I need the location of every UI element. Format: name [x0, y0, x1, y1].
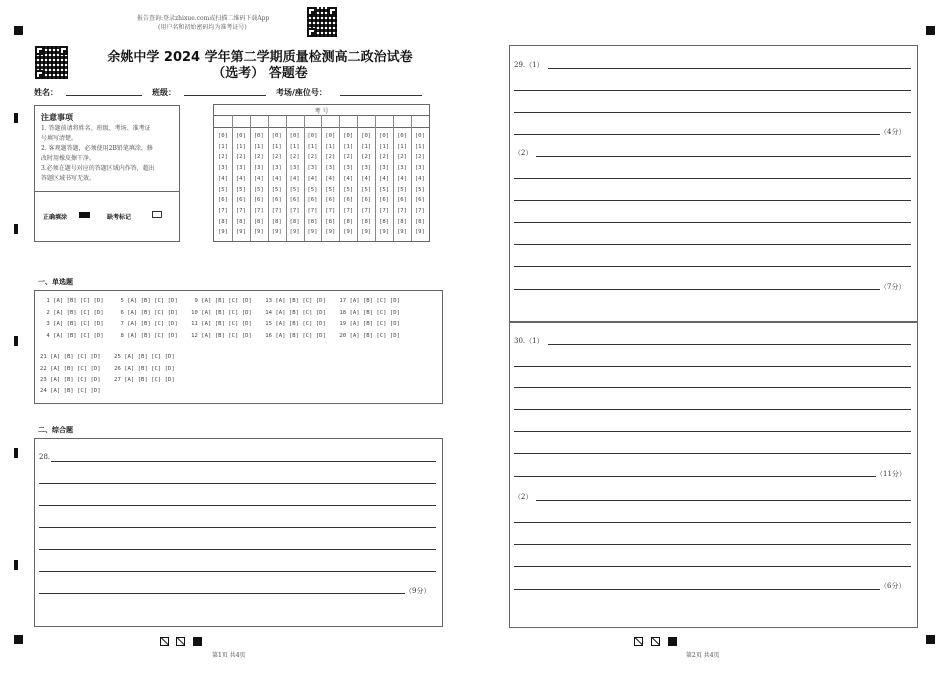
exam-digit-bubble[interactable]: [9] [235, 229, 246, 236]
answer-line [514, 544, 911, 545]
exam-digit-bubble[interactable]: [6] [361, 197, 372, 204]
exam-digit-bubble[interactable]: [8] [217, 218, 228, 225]
q28-answer-area[interactable] [34, 438, 443, 627]
multiple-choice-area [34, 290, 443, 404]
exam-digit-bubble[interactable]: [2] [235, 154, 246, 161]
qr-code-icon [34, 45, 69, 80]
exam-digit-bubble[interactable]: [2] [253, 154, 264, 161]
exam-subtitle: （选考） 答题卷 [212, 66, 308, 81]
page-number-1: 第1页 共4页 [212, 652, 246, 659]
exam-number-column[interactable] [339, 131, 357, 238]
notice-divider [35, 191, 179, 192]
exam-digit-bubble[interactable]: [2] [217, 154, 228, 161]
mc-row[interactable]: 1 [A] [B] [C] [D] 5 [A] [B] [C] [D] 9 [A] [B] [C] [D] 13 [A] [B] [C] [D] 17 [A] [B] [C] [D] [43, 298, 400, 304]
name-field[interactable] [66, 95, 142, 96]
answer-line [514, 431, 911, 432]
exam-digit-bubble[interactable]: [3] [361, 165, 372, 172]
exam-digit-bubble[interactable]: [9] [253, 229, 264, 236]
report-query-text: 报告查询:登录zhixue.com或扫描二维码下载App [137, 15, 270, 22]
exam-digit-bubble[interactable]: [7] [414, 207, 425, 214]
exam-digit-bubble[interactable]: [3] [217, 165, 228, 172]
exam-digit-bubble[interactable]: [1] [235, 143, 246, 150]
page-marker-empty [634, 637, 643, 646]
side-mark [14, 224, 18, 234]
exam-number-column[interactable] [321, 131, 339, 238]
exam-digit-bubble[interactable]: [1] [396, 143, 407, 150]
q30-part2-score: （6分） [880, 582, 906, 590]
page-marker-filled [193, 637, 202, 646]
answer-line [39, 571, 436, 572]
exam-number-column[interactable] [375, 131, 393, 238]
exam-number-column[interactable] [304, 131, 322, 238]
exam-digit-bubble[interactable]: [7] [343, 207, 354, 214]
exam-digit-bubble[interactable]: [8] [378, 218, 390, 225]
exam-digit-bubble[interactable]: [7] [396, 207, 407, 214]
exam-digit-bubble[interactable]: [8] [307, 218, 318, 225]
answer-line [514, 112, 911, 113]
exam-digit-bubble[interactable]: [4] [414, 175, 425, 182]
q29-answer-area[interactable] [509, 45, 918, 322]
answer-line [514, 244, 911, 245]
exam-number-grid [213, 104, 430, 242]
exam-digit-bubble[interactable]: [8] [325, 218, 336, 225]
answer-line [548, 344, 911, 345]
mc-row[interactable]: 2 [A] [B] [C] [D] 6 [A] [B] [C] [D] 10 [A] [B] [C] [D] 14 [A] [B] [C] [D] 18 [A] [B] [C] [D] [43, 310, 400, 316]
exam-digit-bubble[interactable]: [3] [396, 165, 407, 172]
exam-digit-bubble[interactable]: [6] [414, 197, 425, 204]
exam-digit-bubble[interactable]: [4] [361, 175, 372, 182]
exam-digit-bubble[interactable]: [0] [217, 133, 228, 139]
exam-digit-bubble[interactable]: [4] [378, 175, 390, 182]
exam-digit-bubble[interactable]: [2] [343, 154, 354, 161]
registration-mark-bottom-right [926, 635, 935, 644]
exam-digit-bubble[interactable]: [6] [271, 197, 282, 204]
exam-digit-bubble[interactable]: [2] [325, 154, 336, 161]
exam-digit-bubble[interactable]: [5] [271, 186, 282, 193]
mc-row[interactable]: 3 [A] [B] [C] [D] 7 [A] [B] [C] [D] 11 [A] [B] [C] [D] 15 [A] [B] [C] [D] 19 [A] [B] [C] [D] [43, 321, 400, 327]
exam-number-column[interactable] [250, 131, 268, 238]
q29-part1-label: 29.（1） [514, 61, 544, 69]
exam-number-column[interactable] [411, 131, 429, 238]
exam-digit-bubble[interactable]: [0] [289, 133, 300, 139]
answer-line [514, 200, 911, 201]
q28-label: 28. [39, 453, 51, 461]
exam-digit-bubble[interactable]: [6] [289, 197, 300, 204]
exam-digit-bubble[interactable]: [6] [325, 197, 336, 204]
exam-digit-bubble[interactable]: [9] [307, 229, 318, 236]
q30-part1-score: （11分） [876, 470, 906, 478]
exam-digit-bubble[interactable]: [8] [396, 218, 407, 225]
answer-line [514, 289, 880, 290]
answer-line [514, 90, 911, 91]
notice-box [34, 105, 180, 242]
exam-digit-bubble[interactable]: [4] [217, 175, 228, 182]
exam-number-column[interactable] [357, 131, 375, 238]
answer-line [514, 589, 880, 590]
exam-digit-bubble[interactable]: [6] [343, 197, 354, 204]
exam-digit-bubble[interactable]: [9] [271, 229, 282, 236]
class-label: 班级： [152, 88, 176, 97]
exam-digit-bubble[interactable]: [1] [217, 143, 228, 150]
exam-digit-bubble[interactable]: [1] [307, 143, 318, 150]
exam-digit-bubble[interactable]: [7] [271, 207, 282, 214]
mc-row[interactable]: 22 [A] [B] [C] [D] 26 [A] [B] [C] [D] [40, 366, 175, 372]
answer-line [514, 409, 911, 410]
exam-digit-bubble[interactable]: [4] [307, 175, 318, 182]
exam-digit-bubble[interactable]: [1] [271, 143, 282, 150]
exam-digit-bubble[interactable]: [5] [253, 186, 264, 193]
exam-number-column[interactable] [232, 131, 250, 238]
exam-digit-bubble[interactable]: [2] [307, 154, 318, 161]
answer-line [514, 453, 911, 454]
mc-row[interactable]: 23 [A] [B] [C] [D] 27 [A] [B] [C] [D] [40, 377, 175, 383]
q29-part1-score: （4分） [880, 128, 906, 136]
exam-digit-bubble[interactable]: [2] [414, 154, 425, 161]
exam-number-label: 考 号 [314, 108, 329, 115]
side-mark [14, 448, 18, 458]
registration-mark-top-left [14, 26, 23, 35]
class-field[interactable] [184, 95, 266, 96]
exam-digit-bubble[interactable]: [1] [253, 143, 264, 150]
exam-digit-bubble[interactable]: [4] [396, 175, 407, 182]
exam-digit-bubble[interactable]: [8] [235, 218, 246, 225]
exam-digit-bubble[interactable]: [7] [361, 207, 372, 214]
notice-line: 号填写清楚。 [41, 135, 78, 142]
exam-number-column[interactable] [214, 131, 232, 238]
exam-digit-bubble[interactable]: [5] [414, 186, 425, 193]
q29-part2-score: （7分） [880, 283, 906, 291]
q30-part2-label: （2） [514, 493, 533, 501]
exam-digit-bubble[interactable]: [1] [378, 143, 390, 150]
exam-digit-bubble[interactable]: [0] [253, 133, 264, 139]
answer-line [51, 461, 436, 462]
answer-line [536, 500, 911, 501]
page-marker-filled [668, 637, 677, 646]
exam-digit-bubble[interactable]: [9] [378, 229, 390, 236]
exam-digit-bubble[interactable]: [9] [396, 229, 407, 236]
exam-digit-bubble[interactable]: [3] [343, 165, 354, 172]
exam-digit-bubble[interactable]: [6] [235, 197, 246, 204]
exam-digit-bubble[interactable]: [6] [396, 197, 407, 204]
exam-digit-bubble[interactable]: [5] [325, 186, 336, 193]
mc-row[interactable]: 4 [A] [B] [C] [D] 8 [A] [B] [C] [D] 12 [A] [B] [C] [D] 16 [A] [B] [C] [D] 20 [A] [B] [C] [D] [43, 333, 400, 339]
correct-fill-sample [79, 212, 90, 218]
exam-digit-bubble[interactable]: [2] [361, 154, 372, 161]
registration-mark-bottom-left [14, 635, 23, 644]
exam-digit-bubble[interactable]: [5] [378, 186, 390, 193]
exam-digit-bubble[interactable]: [5] [307, 186, 318, 193]
exam-digit-bubble[interactable]: [0] [235, 133, 246, 139]
exam-digit-bubble[interactable]: [3] [253, 165, 264, 172]
exam-digit-bubble[interactable]: [4] [253, 175, 264, 182]
exam-digit-bubble[interactable]: [0] [361, 133, 372, 139]
exam-digit-bubble[interactable]: [9] [217, 229, 228, 236]
answer-line [39, 483, 436, 484]
exam-digit-bubble[interactable]: [3] [414, 165, 425, 172]
q28-score: （9分） [405, 587, 431, 595]
notice-line: 答题区域书写无效。 [41, 175, 96, 182]
exam-digit-bubble[interactable]: [7] [217, 207, 228, 214]
exam-digit-bubble[interactable]: [9] [325, 229, 336, 236]
exam-digit-bubble[interactable]: [3] [325, 165, 336, 172]
exam-digit-bubble[interactable]: [0] [325, 133, 336, 139]
answer-line [514, 476, 876, 477]
exam-digit-bubble[interactable]: [3] [289, 165, 300, 172]
page-number-2: 第2页 共4页 [686, 652, 720, 659]
answer-line [514, 366, 911, 367]
exam-digit-bubble[interactable]: [5] [289, 186, 300, 193]
exam-digit-bubble[interactable]: [8] [253, 218, 264, 225]
registration-mark-top-right [926, 26, 935, 35]
absent-mark-box[interactable] [152, 211, 162, 218]
side-mark [14, 560, 18, 570]
exam-digit-bubble[interactable]: [5] [235, 186, 246, 193]
exam-digit-bubble[interactable]: [7] [307, 207, 318, 214]
section2-title: 二、综合题 [38, 426, 73, 434]
exam-digit-bubble[interactable]: [4] [271, 175, 282, 182]
exam-digit-bubble[interactable]: [1] [289, 143, 300, 150]
exam-digit-bubble[interactable]: [2] [378, 154, 390, 161]
exam-digit-bubble[interactable]: [7] [378, 207, 390, 214]
exam-digit-bubble[interactable]: [3] [307, 165, 318, 172]
exam-digit-bubble[interactable]: [0] [378, 133, 390, 139]
exam-digit-bubble[interactable]: [2] [289, 154, 300, 161]
exam-digit-bubble[interactable]: [6] [253, 197, 264, 204]
answer-line [548, 68, 911, 69]
notice-text [41, 124, 177, 184]
exam-digit-bubble[interactable]: [5] [396, 186, 407, 193]
exam-digit-bubble[interactable]: [2] [271, 154, 282, 161]
page-marker-empty [176, 637, 185, 646]
exam-digit-bubble[interactable]: [4] [235, 175, 246, 182]
exam-digit-bubble[interactable]: [0] [396, 133, 407, 139]
exam-digit-bubble[interactable]: [1] [414, 143, 425, 150]
answer-line [39, 549, 436, 550]
exam-number-column[interactable] [286, 131, 304, 238]
notice-title: 注意事项 [41, 113, 73, 122]
notice-line: 1. 答题前请将姓名、班级、考场、准考证 [41, 125, 151, 132]
answer-line [514, 522, 911, 523]
report-hint-text: (用户名和初始密码均为准考证号) [158, 24, 247, 31]
answer-line [514, 266, 911, 267]
exam-digit-bubble[interactable]: [3] [271, 165, 282, 172]
answer-line [514, 178, 911, 179]
answer-line [514, 387, 911, 388]
q30-answer-area[interactable] [509, 322, 918, 628]
name-label: 姓名： [34, 88, 58, 97]
mc-row[interactable]: 24 [A] [B] [C] [D] [40, 388, 101, 394]
qr-code-icon [306, 6, 338, 38]
page-marker-empty [160, 637, 169, 646]
exam-digit-bubble[interactable]: [9] [361, 229, 372, 236]
absent-mark-label: 缺考标记 [107, 214, 132, 221]
answer-line [514, 566, 911, 567]
exam-digit-bubble[interactable]: [9] [414, 229, 425, 236]
exam-digit-bubble[interactable]: [2] [396, 154, 407, 161]
q30-part1-label: 30.（1） [514, 337, 544, 345]
exam-digit-bubble[interactable]: [3] [378, 165, 390, 172]
exam-digit-bubble[interactable]: [6] [217, 197, 228, 204]
answer-line [536, 156, 911, 157]
mc-row[interactable]: 21 [A] [B] [C] [D] 25 [A] [B] [C] [D] [40, 354, 175, 360]
exam-digit-bubble[interactable]: [8] [414, 218, 425, 225]
exam-digit-bubble[interactable]: [6] [307, 197, 318, 204]
section1-title: 一、单选题 [38, 278, 73, 286]
q29-part2-label: （2） [514, 149, 533, 157]
exam-digit-bubble[interactable]: [0] [307, 133, 318, 139]
exam-digit-bubble[interactable]: [7] [253, 207, 264, 214]
exam-digit-bubble[interactable]: [8] [343, 218, 354, 225]
notice-line: 2. 客观题答题，必须使用2B铅笔填涂，修 [41, 145, 153, 152]
exam-digit-bubble[interactable]: [4] [343, 175, 354, 182]
exam-digit-bubble[interactable]: [0] [343, 133, 354, 139]
exam-digit-bubble[interactable]: [9] [289, 229, 300, 236]
exam-digit-bubble[interactable]: [5] [343, 186, 354, 193]
room-seat-label: 考场/座位号： [276, 88, 327, 97]
exam-digit-bubble[interactable]: [7] [325, 207, 336, 214]
exam-number-column[interactable] [393, 131, 411, 238]
answer-line [39, 593, 405, 594]
exam-digit-bubble[interactable]: [4] [289, 175, 300, 182]
exam-digit-bubble[interactable]: [0] [414, 133, 425, 139]
exam-digit-bubble[interactable]: [1] [343, 143, 354, 150]
exam-number-column[interactable] [268, 131, 286, 238]
exam-digit-bubble[interactable]: [8] [271, 218, 282, 225]
side-mark [14, 336, 18, 346]
notice-line: 改时用橡皮擦干净。 [41, 155, 96, 162]
notice-line: 3.必须在题号对应的答题区域内作答，超出 [41, 165, 155, 172]
exam-digit-bubble[interactable]: [8] [289, 218, 300, 225]
answer-line [39, 505, 436, 506]
correct-fill-label: 正确填涂 [43, 214, 68, 221]
exam-digit-bubble[interactable]: [9] [343, 229, 354, 236]
exam-digit-bubble[interactable]: [8] [361, 218, 372, 225]
exam-digit-bubble[interactable]: [0] [271, 133, 282, 139]
exam-digit-bubble[interactable]: [5] [217, 186, 228, 193]
answer-line [514, 222, 911, 223]
answer-line [514, 134, 880, 135]
page-marker-empty [651, 637, 660, 646]
exam-digit-bubble[interactable]: [1] [325, 143, 336, 150]
exam-digit-bubble[interactable]: [4] [325, 175, 336, 182]
room-seat-field[interactable] [340, 95, 422, 96]
answer-line [39, 527, 436, 528]
exam-digit-bubble[interactable]: [1] [361, 143, 372, 150]
exam-digit-bubble[interactable]: [3] [235, 165, 246, 172]
exam-digit-bubble[interactable]: [5] [361, 186, 372, 193]
side-mark [14, 113, 18, 123]
exam-digit-bubble[interactable]: [6] [378, 197, 390, 204]
exam-digit-bubble[interactable]: [7] [289, 207, 300, 214]
exam-title: 余姚中学 2024 学年第二学期质量检测高二政治试卷 [107, 50, 413, 65]
exam-digit-bubble[interactable]: [7] [235, 207, 246, 214]
